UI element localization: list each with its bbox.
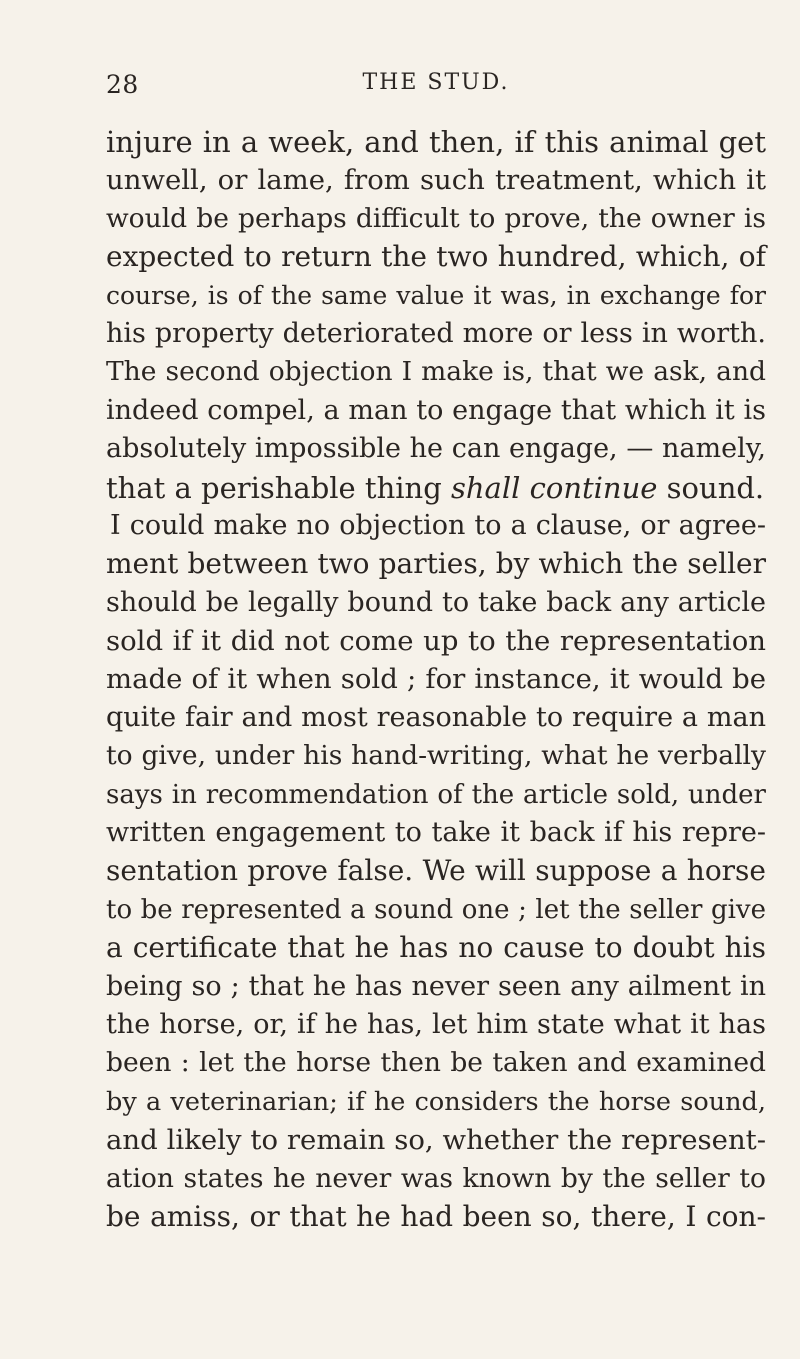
- text-line: to be represented a sound one ; let the seller give: [106, 894, 766, 925]
- text-line: ation states he never was known by the seller to: [106, 1162, 766, 1194]
- paragraph-first-line: I could make no objection to a clause, or agree-: [110, 509, 766, 541]
- text-line: by a veterinarian; if he considers the horse sound,: [106, 1086, 766, 1117]
- text-line: being so ; that he has never seen any ailment in: [106, 970, 766, 1002]
- text-line: says in recommendation of the article sold, under: [106, 779, 766, 810]
- text-line: made of it when sold ; for instance, it would be: [106, 663, 766, 696]
- text-line-with-italic: [106, 469, 766, 507]
- text-line: ment between two parties, by which the seller: [106, 547, 766, 581]
- page-header: [106, 70, 766, 110]
- text-line: unwell, or lame, from such treatment, which it: [106, 164, 766, 197]
- text-line: absolutely impossible he can engage, — namely,: [106, 433, 766, 465]
- running-head: THE STUD.: [362, 70, 510, 95]
- text-line: The second objection I make is, that we ask, and: [106, 356, 766, 388]
- text-line: sentation prove false. We will suppose a horse: [106, 854, 766, 888]
- text-line: course, is of the same value it was, in exchange for: [106, 280, 766, 310]
- text-line: should be legally bound to take back any article: [106, 586, 766, 618]
- italic-phrase: shall continue: [451, 470, 658, 505]
- text-line: be amiss, or that he had been so, there, I con-: [106, 1199, 766, 1233]
- line-text-before: that a perishable thing: [106, 470, 451, 505]
- line-text-after: sound.: [657, 470, 765, 505]
- text-line: been : let the horse then be taken and examined: [106, 1047, 766, 1079]
- text-line: expected to return the two hundred, which, of: [106, 240, 766, 274]
- body-text: [106, 123, 766, 1236]
- text-line: to give, under his hand-writing, what he verbally: [106, 740, 766, 772]
- page-number: 28: [106, 70, 139, 99]
- text-line: written engagement to take it back if his repre-: [106, 817, 766, 849]
- text-line: quite fair and most reasonable to require a man: [106, 701, 766, 733]
- text-line: a certificate that he has no cause to doubt his: [106, 931, 766, 965]
- text-line: indeed compel, a man to engage that which it is: [106, 394, 766, 426]
- text-line: the horse, or, if he has, let him state what it has: [106, 1008, 766, 1040]
- text-line: his property deteriorated more or less in worth.: [106, 317, 766, 349]
- text-line: sold if it did not come up to the representation: [106, 625, 766, 658]
- text-line: and likely to remain so, whether the represent-: [106, 1124, 766, 1157]
- text-line: would be perhaps difficult to prove, the owner is: [106, 202, 766, 234]
- text-line: injure in a week, and then, if this animal get: [106, 125, 766, 159]
